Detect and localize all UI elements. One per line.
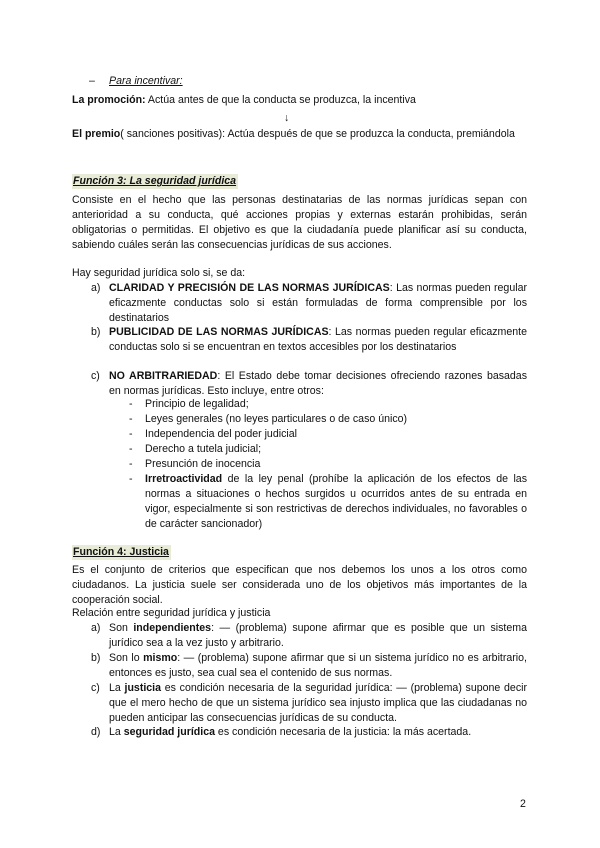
- list-item-publicidad: [109, 325, 527, 355]
- list-item-seguridad-juridica: [109, 725, 527, 740]
- sub-dash: -: [129, 473, 133, 485]
- promocion-text: Actúa antes de que la conducta se produzca, la incentiva: [145, 94, 416, 106]
- heading-funcion-4: Función 4: Justicia: [73, 546, 169, 558]
- funcion4-lead: Relación entre seguridad jurídica y justicia: [72, 607, 271, 619]
- item-text: : Las normas pueden regular eficazmente conductas solo si están formuladas de forma comprensible por los destinatarios: [109, 282, 527, 324]
- item-term: mismo: [143, 652, 178, 664]
- item-text: : — (problema) supone afirmar que es posible que un sistema jurídico sea a la vez justo y arbitrario.: [109, 622, 527, 649]
- list-marker-d: d): [91, 726, 101, 738]
- item-prefix: Son: [109, 622, 134, 634]
- item-term: independientes: [133, 622, 212, 634]
- item-prefix: La: [109, 682, 125, 694]
- section-heading-funcion-4: [72, 545, 171, 560]
- sub-dash: -: [129, 413, 133, 425]
- item-term: NO ARBITRARIEDAD: [109, 370, 218, 382]
- item-text: : — (problema) supone afirmar que si un sistema jurídico no es arbitrario, entonces es justo, sea cual sea el contenido de sus normas.: [109, 652, 527, 679]
- sub-item-irretroactividad: [145, 472, 527, 532]
- list-item-independientes: [109, 621, 527, 651]
- sub-dash: -: [129, 458, 133, 470]
- item-prefix: La: [109, 726, 124, 738]
- sub-item-presuncion: Presunción de inocencia: [145, 458, 261, 470]
- item-text: : El Estado debe tomar decisiones ofreciendo razones basadas en normas jurídicas. Esto incluye, entre otros:: [109, 370, 527, 397]
- funcion3-intro: Consiste en el hecho que las personas destinatarias de las normas jurídicas sepan con anterioridad a su conducta, qué acciones propias y externas estarán prohibidas, serán obligatorias o permitidas. El objetivo es que la ciudadanía puede planificar así su conducta, sabiendo cuáles serán las consecuencias jurídicas de sus acciones.: [72, 194, 527, 251]
- item-text: es condición necesaria de la seguridad jurídica: — (problema) supone decir que el mero hecho de que un sistema jurídico sea injusto implica que las ciudadanas no pueden anticipar las consecuencias jurídicas de su conducta.: [109, 682, 527, 724]
- funcion3-lead: Hay seguridad jurídica solo si, se da:: [72, 267, 246, 279]
- subheading-incentivar: Para incentivar:: [109, 75, 183, 87]
- premio-term: El premio: [72, 128, 121, 140]
- section-heading-funcion-3: [72, 174, 238, 189]
- list-marker-c: c): [91, 370, 100, 382]
- funcion4-intro: Es el conjunto de criterios que especifican que nos debemos los unos a los otros como ciudadanos. La justicia suele ser considerada uno de los objetivos más importantes de la cooperación social.: [72, 564, 527, 606]
- heading-funcion-3: Función 3: La seguridad jurídica: [73, 175, 237, 187]
- sub-dash: -: [129, 428, 133, 440]
- list-marker-a: a): [91, 622, 101, 634]
- promocion-line: [72, 93, 532, 108]
- premio-paragraph: [72, 127, 527, 142]
- item-text: : Las normas pueden regular eficazmente conductas solo si se encuentran en textos accesibles por los destinatarios: [109, 326, 527, 353]
- sub-item-tutela: Derecho a tutela judicial;: [145, 443, 262, 455]
- sub-item-term: Irretroactividad: [145, 473, 223, 485]
- sub-item-leyes-generales: Leyes generales (no leyes particulares o de caso único): [145, 413, 408, 425]
- item-term: justicia: [124, 682, 162, 694]
- list-item-claridad: [109, 281, 527, 326]
- list-marker-c: c): [91, 682, 100, 694]
- sub-item-legalidad: Principio de legalidad;: [145, 398, 249, 410]
- sub-dash: -: [129, 398, 133, 410]
- page-number: 2: [520, 798, 526, 810]
- promocion-term: La promoción:: [72, 94, 146, 106]
- down-arrow-icon: ↓: [284, 112, 290, 124]
- list-dash: –: [89, 75, 95, 87]
- item-term: CLARIDAD Y PRECISIÓN DE LAS NORMAS JURÍDICAS: [109, 282, 390, 294]
- sub-dash: -: [129, 443, 133, 455]
- item-term: PUBLICIDAD DE LAS NORMAS JURÍDICAS: [109, 326, 329, 338]
- item-prefix: Son lo: [109, 652, 144, 664]
- sub-item-independencia: Independencia del poder judicial: [145, 428, 297, 440]
- list-item-justicia: [109, 681, 527, 726]
- list-item-no-arbitrariedad: [109, 369, 527, 399]
- sub-item-text: de la ley penal (prohíbe la aplicación de los efectos de las normas a situaciones o hechos surgidos u ocurridos antes de su entrada en vigor, especialmente si son restrictivas de derechos individuales, no favorables o de carácter sancionador): [145, 473, 527, 530]
- premio-text: ( sanciones positivas): Actúa después de que se produzca la conducta, premiándola: [120, 128, 515, 140]
- item-text: es condición necesaria de la justicia: la más acertada.: [214, 726, 472, 738]
- item-term: seguridad jurídica: [123, 726, 215, 738]
- list-marker-b: b): [91, 652, 101, 664]
- list-marker-a: a): [91, 282, 101, 294]
- list-marker-b: b): [91, 326, 101, 338]
- list-item-mismo: [109, 651, 527, 681]
